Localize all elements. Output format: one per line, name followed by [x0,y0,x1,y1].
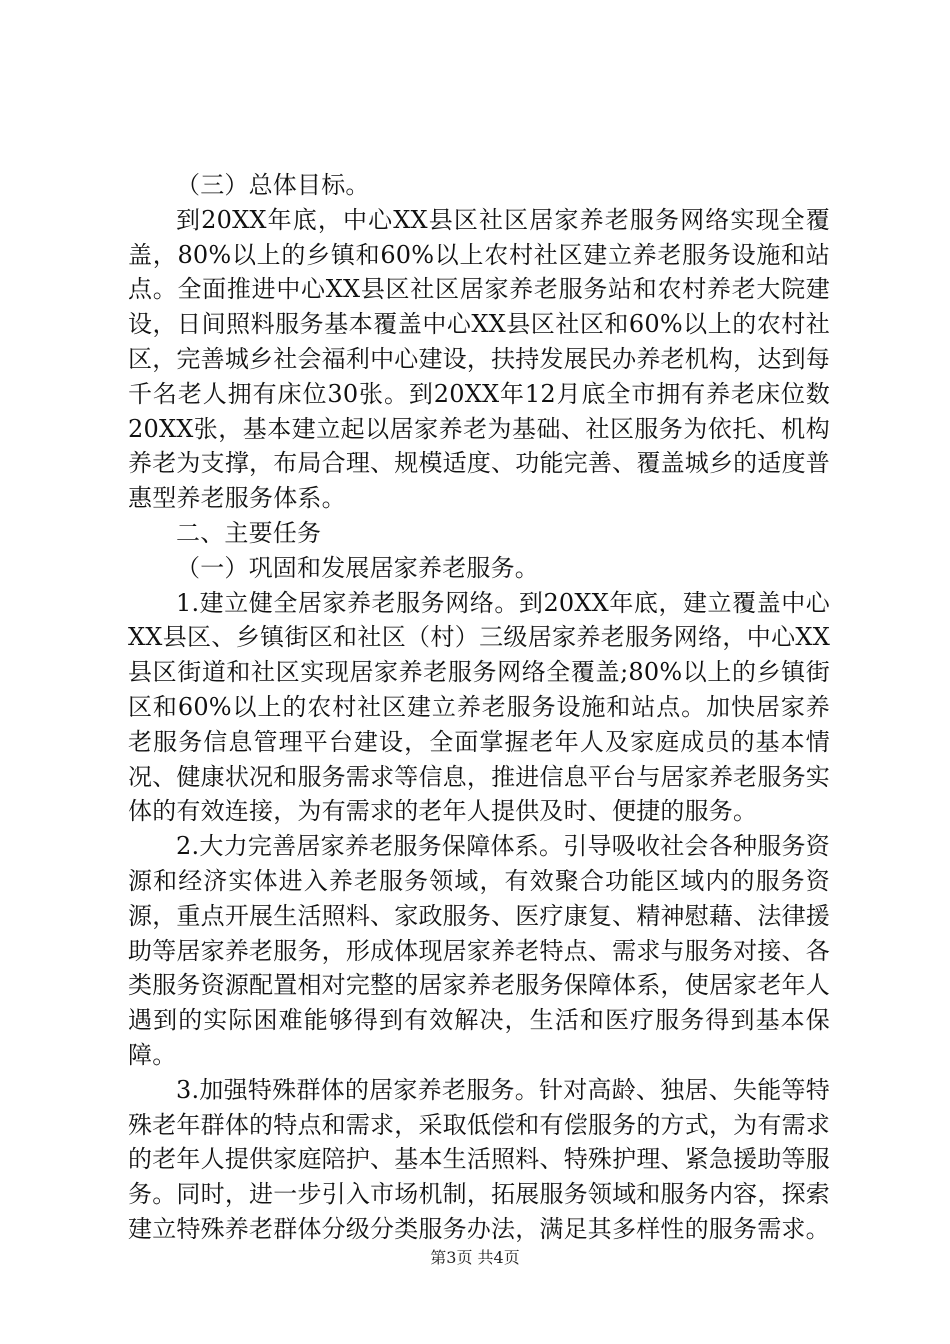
subsection-heading-home-care: （一）巩固和发展居家养老服务。 [176,553,539,582]
paragraph-task-3: 3.加强特殊群体的居家养老服务。针对高龄、独居、失能等特殊老年群体的特点和需求，采取低偿和有偿服务的方式，为有需求的老年人提供家庭陪护、基本生活照料、特殊护理、紧急援助等服务。同时，进一步引入市场机制，拓展服务领域和服务内容，探索建立特殊养老群体分级分类服务办法，满足其多样性的服务需求。 [128,1075,830,1243]
page-number: 第3页 共4页 [430,1248,520,1267]
paragraph-task-2: 2.大力完善居家养老服务保障体系。引导吸收社会各种服务资源和经济实体进入养老服务领域，有效聚合功能区域内的服务资源，重点开展生活照料、家政服务、医疗康复、精神慰藉、法律援助等居家养老服务，形成体现居家养老特点、需求与服务对接、各类服务资源配置相对完整的居家养老服务保障体系，使居家老年人遇到的实际困难能够得到有效解决，生活和医疗服务得到基本保障。 [128,832,830,1069]
paragraph-overall-goal: 到20XX年底，中心XX县区社区居家养老服务网络实现全覆盖，80%以上的乡镇和60%以上农村社区建立养老服务设施和站点。全面推进中心XX县区社区居家养老服务站和农村养老大院建设，日间照料服务基本覆盖中心XX县区社区和60%以上的农村社区，完善城乡社会福利中心建设，扶持发展民办养老机构，达到每千名老人拥有床位30张。到20XX年12月底全市拥有养老床位数20XX张，基本建立起以居家养老为基础、社区服务为依托、机构养老为支撑，布局合理、规模适度、功能完善、覆盖城乡的适度普惠型养老服务体系。 [128,205,830,513]
section-heading-main-tasks: 二、主要任务 [176,518,322,547]
page-footer [0,1245,950,1268]
section-heading-overall-goal: （三）总体目标。 [176,171,370,199]
paragraph-task-1: 1.建立健全居家养老服务网络。到20XX年底，建立覆盖中心XX县区、乡镇街区和社区（村）三级居家养老服务网络，中心XX县区街道和社区实现居家养老服务网络全覆盖;80%以上的乡镇街区和60%以上的农村社区建立养老服务设施和站点。加快居家养老服务信息管理平台建设，全面掌握老年人及家庭成员的基本情况、健康状况和服务需求等信息，推进信息平台与居家养老服务实体的有效连接，为有需求的老年人提供及时、便捷的服务。 [128,588,830,826]
document-body [128,168,830,1247]
